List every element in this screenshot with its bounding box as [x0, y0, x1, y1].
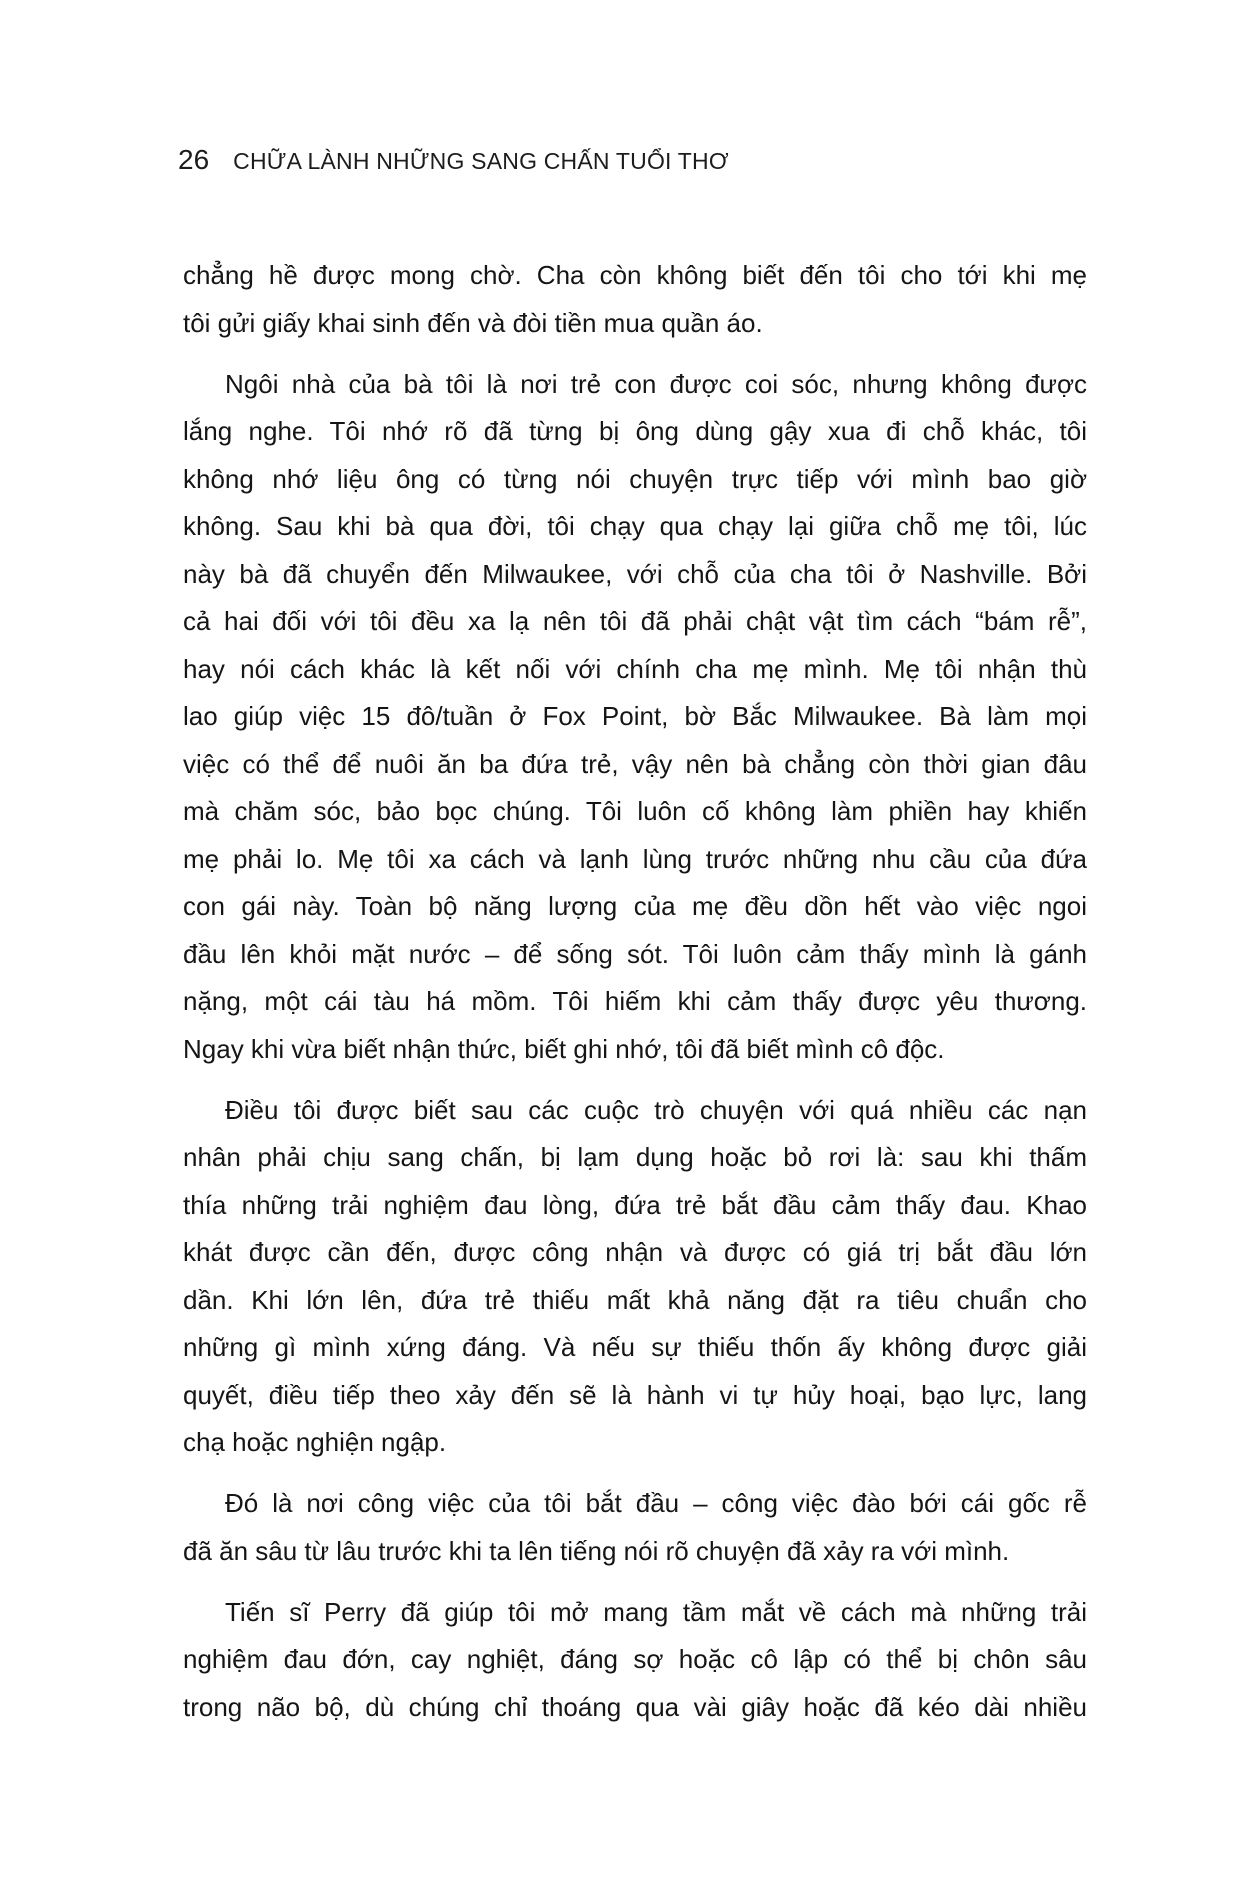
text-line: quyết, điều tiếp theo xảy đến sẽ là hành vi tự hủy hoại, bạo lực, lang	[183, 1379, 1087, 1410]
page-number: 26	[178, 144, 210, 175]
paragraph	[183, 1589, 1087, 1732]
paragraph	[183, 252, 1087, 347]
text-line: đầu lên khỏi mặt nước – để sống sót. Tôi luôn cảm thấy mình là gánh	[183, 938, 1087, 969]
text-line: nặng, một cái tàu há mồm. Tôi hiếm khi cảm thấy được yêu thương.	[183, 986, 1087, 1016]
text-line: những gì mình xứng đáng. Và nếu sự thiếu thốn ấy không được giải	[183, 1332, 1087, 1362]
text-line: chẳng hề được mong chờ. Cha còn không biết đến tôi cho tới khi mẹ	[183, 260, 1087, 290]
text-line: Tiến sĩ Perry đã giúp tôi mở mang tầm mắt về cách mà những trải	[225, 1596, 1087, 1627]
paragraph	[183, 1087, 1087, 1467]
text-line: Điều tôi được biết sau các cuộc trò chuyện với quá nhiều các nạn	[225, 1094, 1087, 1125]
text-line: con gái này. Toàn bộ năng lượng của mẹ đều dồn hết vào việc ngoi	[183, 891, 1087, 921]
page-header	[178, 144, 729, 176]
text-line: Ngôi nhà của bà tôi là nơi trẻ con được coi sóc, nhưng không được	[225, 368, 1087, 399]
paragraph	[183, 1480, 1087, 1575]
text-line: hay nói cách khác là kết nối với chính cha mẹ mình. Mẹ tôi nhận thù	[183, 653, 1087, 684]
running-title: CHỮA LÀNH NHỮNG SANG CHẤN TUỔI THƠ	[233, 148, 729, 174]
body-text	[183, 252, 1087, 1731]
text-line: nghiệm đau đớn, cay nghiệt, đáng sợ hoặc cô lập có thể bị chôn sâu	[183, 1644, 1087, 1674]
text-line: mẹ phải lo. Mẹ tôi xa cách và lạnh lùng trước những nhu cầu của đứa	[183, 843, 1087, 874]
text-line: cả hai đối với tôi đều xa lạ nên tôi đã phải chật vật tìm cách “bám rễ”,	[183, 606, 1087, 636]
text-line: đã ăn sâu từ lâu trước khi ta lên tiếng nói rõ chuyện đã xảy ra với mình.	[183, 1535, 1010, 1566]
text-line: nhân phải chịu sang chấn, bị lạm dụng hoặc bỏ rơi là: sau khi thấm	[183, 1142, 1087, 1172]
text-line: không nhớ liệu ông có từng nói chuyện trực tiếp với mình bao giờ	[183, 463, 1087, 494]
text-line: khát được cần đến, được công nhận và được có giá trị bắt đầu lớn	[183, 1237, 1087, 1267]
text-line: lắng nghe. Tôi nhớ rõ đã từng bị ông dùng gậy xua đi chỗ khác, tôi	[183, 416, 1087, 446]
text-line: lao giúp việc 15 đô/tuần ở Fox Point, bờ Bắc Milwaukee. Bà làm mọi	[183, 701, 1087, 731]
text-line: Ngay khi vừa biết nhận thức, biết ghi nhớ, tôi đã biết mình cô độc.	[183, 1033, 945, 1064]
text-line: thía những trải nghiệm đau lòng, đứa trẻ bắt đầu cảm thấy đau. Khao	[183, 1189, 1087, 1220]
text-line: chạ hoặc nghiện ngập.	[183, 1427, 447, 1457]
text-line: không. Sau khi bà qua đời, tôi chạy qua chạy lại giữa chỗ mẹ tôi, lúc	[183, 511, 1087, 541]
text-line: tôi gửi giấy khai sinh đến và đòi tiền mua quần áo.	[183, 307, 763, 338]
text-line: mà chăm sóc, bảo bọc chúng. Tôi luôn cố không làm phiền hay khiến	[183, 796, 1087, 826]
text-line: dần. Khi lớn lên, đứa trẻ thiếu mất khả năng đặt ra tiêu chuẩn cho	[183, 1284, 1087, 1315]
text-line: trong não bộ, dù chúng chỉ thoáng qua vài giây hoặc đã kéo dài nhiều	[183, 1691, 1087, 1722]
text-line: việc có thể để nuôi ăn ba đứa trẻ, vậy nên bà chẳng còn thời gian đâu	[183, 748, 1087, 779]
text-line: này bà đã chuyển đến Milwaukee, với chỗ của cha tôi ở Nashville. Bởi	[183, 558, 1087, 589]
paragraph	[183, 361, 1087, 1074]
text-line: Đó là nơi công việc của tôi bắt đầu – công việc đào bới cái gốc rễ	[225, 1488, 1087, 1518]
